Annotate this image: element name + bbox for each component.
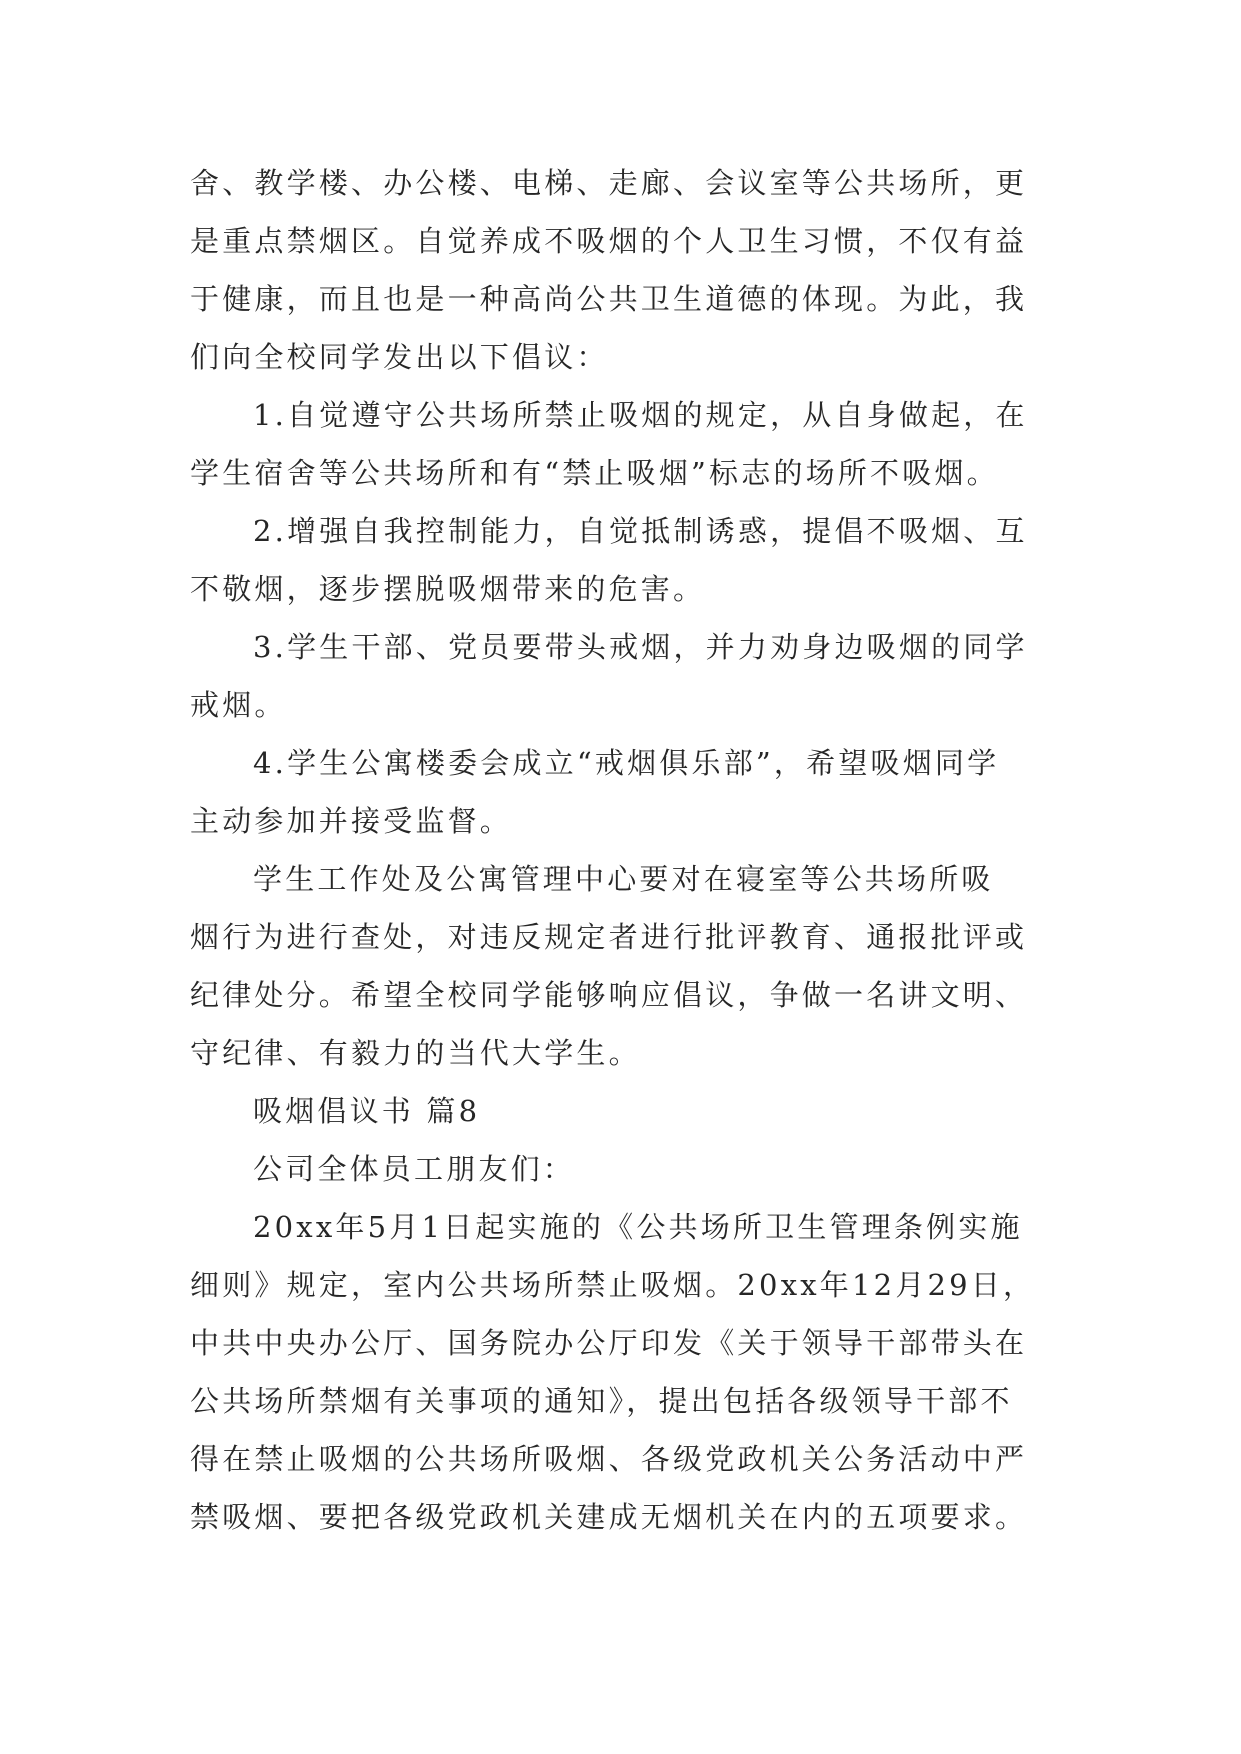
section-heading: 吸烟倡议书 篇8 — [253, 1094, 481, 1128]
list-item-3: 3.学生干部、党员要带头戒烟，并力劝身边吸烟的同学 — [253, 630, 1028, 664]
text-line: 中共中央办公厅、国务院办公厅印发《关于领导干部带头在 — [190, 1326, 1028, 1360]
text-line: 是重点禁烟区。自觉养成不吸烟的个人卫生习惯，不仅有益 — [190, 224, 1028, 258]
list-item-4: 4.学生公寓楼委会成立“戒烟俱乐部”，希望吸烟同学 — [253, 746, 1000, 780]
text-line: 烟行为进行查处，对违反规定者进行批评教育、通报批评或 — [190, 920, 1028, 954]
text-line: 不敬烟，逐步摆脱吸烟带来的危害。 — [190, 572, 706, 606]
list-item-2: 2.增强自我控制能力，自觉抵制诱惑，提倡不吸烟、互 — [253, 514, 1028, 548]
salutation: 公司全体员工朋友们： — [253, 1152, 576, 1186]
text-line: 学生宿舍等公共场所和有“禁止吸烟”标志的场所不吸烟。 — [190, 456, 999, 490]
text-line: 纪律处分。希望全校同学能够响应倡议，争做一名讲文明、 — [190, 978, 1028, 1012]
text-line: 禁吸烟、要把各级党政机关建成无烟机关在内的五项要求。 — [190, 1500, 1028, 1534]
paragraph-start: 20xx年5月1日起实施的《公共场所卫生管理条例实施 — [253, 1210, 1023, 1244]
text-line: 守纪律、有毅力的当代大学生。 — [190, 1036, 641, 1070]
text-line: 们向全校同学发出以下倡议： — [190, 340, 609, 374]
text-line: 得在禁止吸烟的公共场所吸烟、各级党政机关公务活动中严 — [190, 1442, 1028, 1476]
text-line: 公共场所禁烟有关事项的通知》，提出包括各级领导干部不 — [190, 1384, 1013, 1418]
document-body — [190, 154, 1052, 1546]
text-line: 于健康，而且也是一种高尚公共卫生道德的体现。为此，我 — [190, 282, 1028, 316]
paragraph-start: 学生工作处及公寓管理中心要对在寝室等公共场所吸 — [253, 862, 994, 896]
text-line: 细则》规定，室内公共场所禁止吸烟。20xx年12月29日， — [190, 1268, 1036, 1302]
text-line: 舍、教学楼、办公楼、电梯、走廊、会议室等公共场所，更 — [190, 166, 1028, 200]
text-line: 戒烟。 — [190, 688, 287, 722]
list-item-1: 1.自觉遵守公共场所禁止吸烟的规定，从自身做起，在 — [253, 398, 1028, 432]
text-line: 主动参加并接受监督。 — [190, 804, 513, 838]
